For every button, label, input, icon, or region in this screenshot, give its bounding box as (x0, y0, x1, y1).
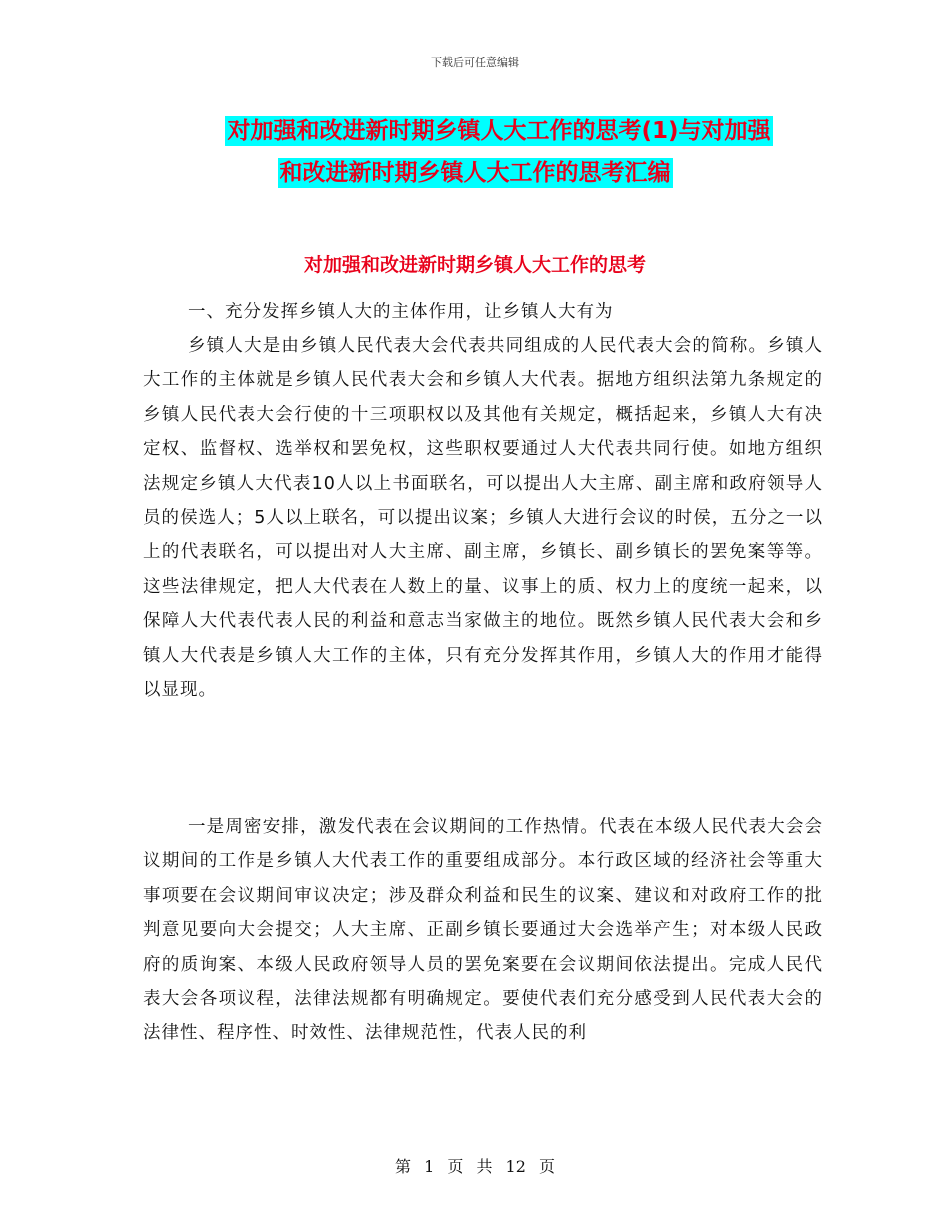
title-highlight-1: 对加强和改进新时期乡镇人大工作的思考(1)与对加强 (227, 118, 771, 144)
page-footer: 第 1 页 共 12 页 (395, 1157, 555, 1176)
title-highlight-2: 和改进新时期乡镇人大工作的思考汇编 (279, 160, 671, 186)
document-title-line-1 (24, 116, 950, 146)
document-title-line-2 (0, 158, 950, 188)
article-subtitle: 对加强和改进新时期乡镇人大工作的思考 (303, 254, 646, 276)
paragraph-2: 一是周密安排，激发代表在会议期间的工作热情。代表在本级人民代表大会会议期间的工作是乡镇人大代表工作的重要组成部分。本行政区域的经济社会等重大事项要在会议期间审议决定；涉及群众利益和民生的议案、建议和对政府工作的批判意见要向大会提交；人大主席、正副乡镇长要通过大会选举产生；对本级人民政府的质询案、本级人民政府领导人员的罢免案要在会议期间依法提出。完成人民代表大会各项议程，法律法规都有明确规定。要使代表们充分感受到人民代表大会的法律性、程序性、时效性、法律规范性，代表人民的利 (143, 817, 823, 1044)
paragraph-1: 乡镇人大是由乡镇人民代表大会代表共同组成的人民代表大会的简称。乡镇人大工作的主体就是乡镇人民代表大会和乡镇人大代表。据地方组织法第九条规定的乡镇人民代表大会行使的十三项职权以及其他有关规定，概括起来，乡镇人大有决定权、监督权、选举权和罢免权，这些职权要通过人大代表共同行使。如地方组织法规定乡镇人大代表10人以上书面联名，可以提出人大主席、副主席和政府领导人员的侯选人；5人以上联名，可以提出议案；乡镇人大进行会议的时侯，五分之一以上的代表联名，可以提出对人大主席、副主席，乡镇长、副乡镇长的罢免案等等。这些法律规定，把人大代表在人数上的量、议事上的质、权力上的度统一起来，以保障人大代表代表人民的利益和意志当家做主的地位。既然乡镇人民代表大会和乡镇人大代表是乡镇人大工作的主体，只有充分发挥其作用，乡镇人大的作用才能得以显现。 (143, 336, 823, 701)
header-note: 下载后可任意编辑 (431, 56, 519, 69)
section-heading: 一、充分发挥乡镇人大的主体作用，让乡镇人大有为 (188, 302, 614, 322)
